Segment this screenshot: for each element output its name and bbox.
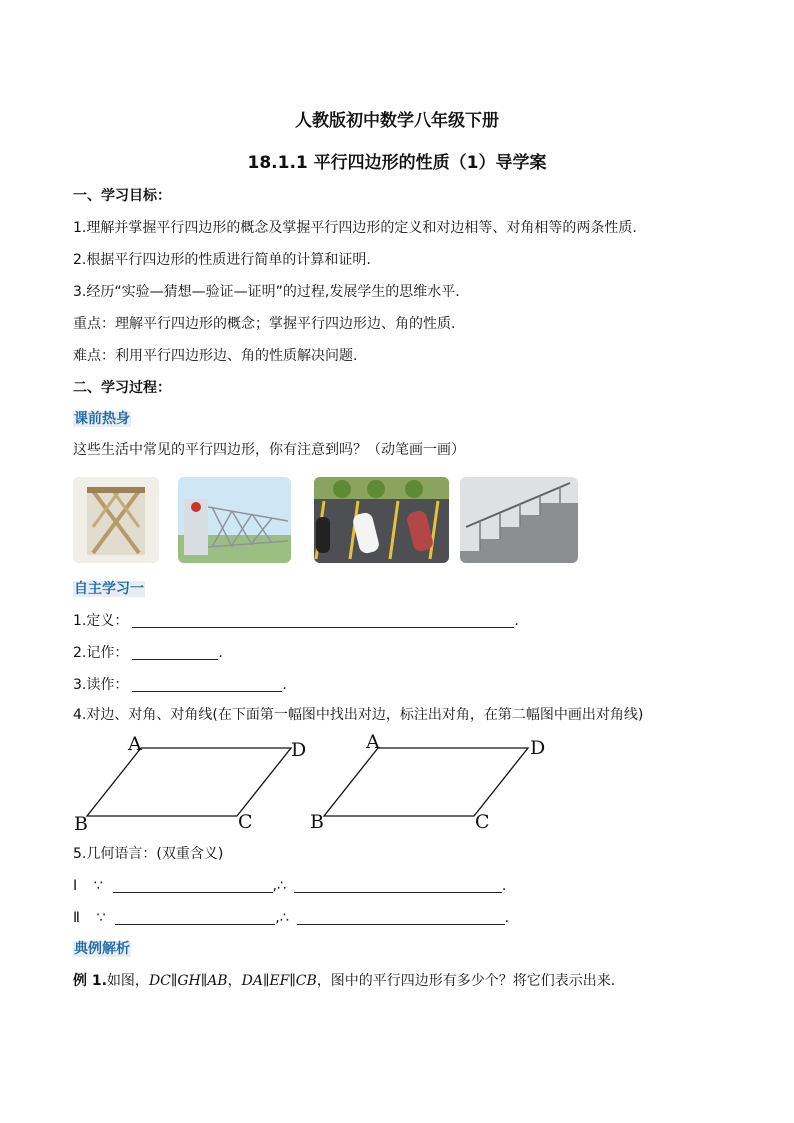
- warmup-label: 课前热身: [74, 411, 130, 427]
- parallelogram-left: [87, 748, 291, 816]
- reading-end: .: [282, 677, 287, 693]
- notation-row: [73, 644, 223, 662]
- goal-item-3: 3.经历“实验—猜想—验证—证明”的过程,发展学生的思维水平.: [73, 284, 460, 300]
- row-1-given-blank[interactable]: [113, 878, 273, 893]
- retractable-gate-photo: [178, 477, 291, 563]
- example-section-label: [73, 940, 131, 958]
- stair-railing-photo: [460, 477, 578, 563]
- goals-heading: 一、学习目标：: [73, 188, 171, 204]
- process-heading: 二、学习过程：: [73, 380, 171, 396]
- geometry-row-1: [73, 877, 506, 895]
- self-study-label: 自主学习一: [74, 581, 144, 597]
- warmup-text: 这些生活中常见的平行四边形，你有注意到吗？（动笔画一画）: [73, 442, 465, 458]
- row-1-period: .: [501, 878, 507, 894]
- item-4-text: 4.对边、对角、对角线(在下面第一幅图中找出对边，标注出对角，在第二幅图中画出对角线): [73, 707, 644, 723]
- row-2-conclusion-blank[interactable]: [297, 910, 505, 925]
- geometry-row-2: [73, 909, 509, 927]
- label-left-A: A: [128, 733, 142, 755]
- label-right-B: B: [310, 811, 324, 833]
- document-title: 人教版初中数学八年级下册: [295, 111, 499, 131]
- reading-row: [73, 676, 287, 694]
- example-text-1: 如图，: [106, 973, 149, 989]
- label-left-C: C: [238, 811, 253, 833]
- notation-label: 2.记作：: [73, 645, 129, 661]
- definition-row: [73, 612, 519, 630]
- reading-label: 3.读作：: [73, 677, 129, 693]
- notation-end: .: [218, 645, 223, 661]
- laundry-basket-photo: [73, 477, 159, 563]
- row-2-given-blank[interactable]: [115, 910, 275, 925]
- definition-blank[interactable]: [132, 613, 514, 628]
- example-text-3: ，图中的平行四边形有多少个？将它们表示出来.: [316, 973, 616, 989]
- definition-label: 1.定义：: [73, 613, 129, 629]
- item-5-text: 5.几何语言：(双重含义): [73, 846, 224, 862]
- self-study-section-label: [73, 580, 145, 598]
- example-1: [73, 972, 615, 990]
- because-symbol: ∵: [96, 910, 106, 926]
- row-1-conclusion-blank[interactable]: [294, 878, 502, 893]
- reading-blank[interactable]: [132, 677, 282, 692]
- row-1-label: Ⅰ: [73, 878, 78, 894]
- row-2-comma: ,: [275, 910, 280, 926]
- definition-end: .: [514, 613, 519, 629]
- label-right-A: A: [366, 731, 380, 753]
- parallelogram-figures: [0, 728, 794, 838]
- row-2-label: Ⅱ: [73, 910, 80, 926]
- label-left-D: D: [291, 739, 307, 761]
- example-label: 典例解析: [74, 941, 130, 957]
- example-text-2: ，: [227, 973, 242, 989]
- label-left-B: B: [74, 813, 88, 835]
- parallelogram-right: [324, 748, 528, 816]
- label-right-D: D: [530, 737, 546, 759]
- lesson-title: 18.1.1 平行四边形的性质（1）导学案: [247, 153, 547, 173]
- example-prefix: 例 1.: [73, 973, 107, 989]
- label-right-C: C: [475, 811, 490, 833]
- example-math-2: DA∥EF∥CB: [241, 973, 317, 989]
- difficult-point: 难点：利用平行四边形边、角的性质解决问题.: [73, 348, 358, 364]
- row-2-period: .: [504, 910, 510, 926]
- row-1-comma: ,: [272, 878, 277, 894]
- therefore-symbol: ∴: [276, 878, 286, 894]
- key-point: 重点：理解平行四边形的概念；掌握平行四边形边、角的性质.: [73, 316, 456, 332]
- example-math-1: DC∥GH∥AB: [148, 973, 228, 989]
- notation-blank[interactable]: [132, 645, 218, 660]
- because-symbol: ∵: [93, 878, 103, 894]
- parking-lot-photo: [314, 477, 449, 563]
- therefore-symbol: ∴: [279, 910, 289, 926]
- goal-item-2: 2.根据平行四边形的性质进行简单的计算和证明.: [73, 252, 371, 268]
- goal-item-1: 1.理解并掌握平行四边形的概念及掌握平行四边形的定义和对边相等、对角相等的两条性质.: [73, 220, 637, 236]
- warmup-section-label: [73, 410, 131, 428]
